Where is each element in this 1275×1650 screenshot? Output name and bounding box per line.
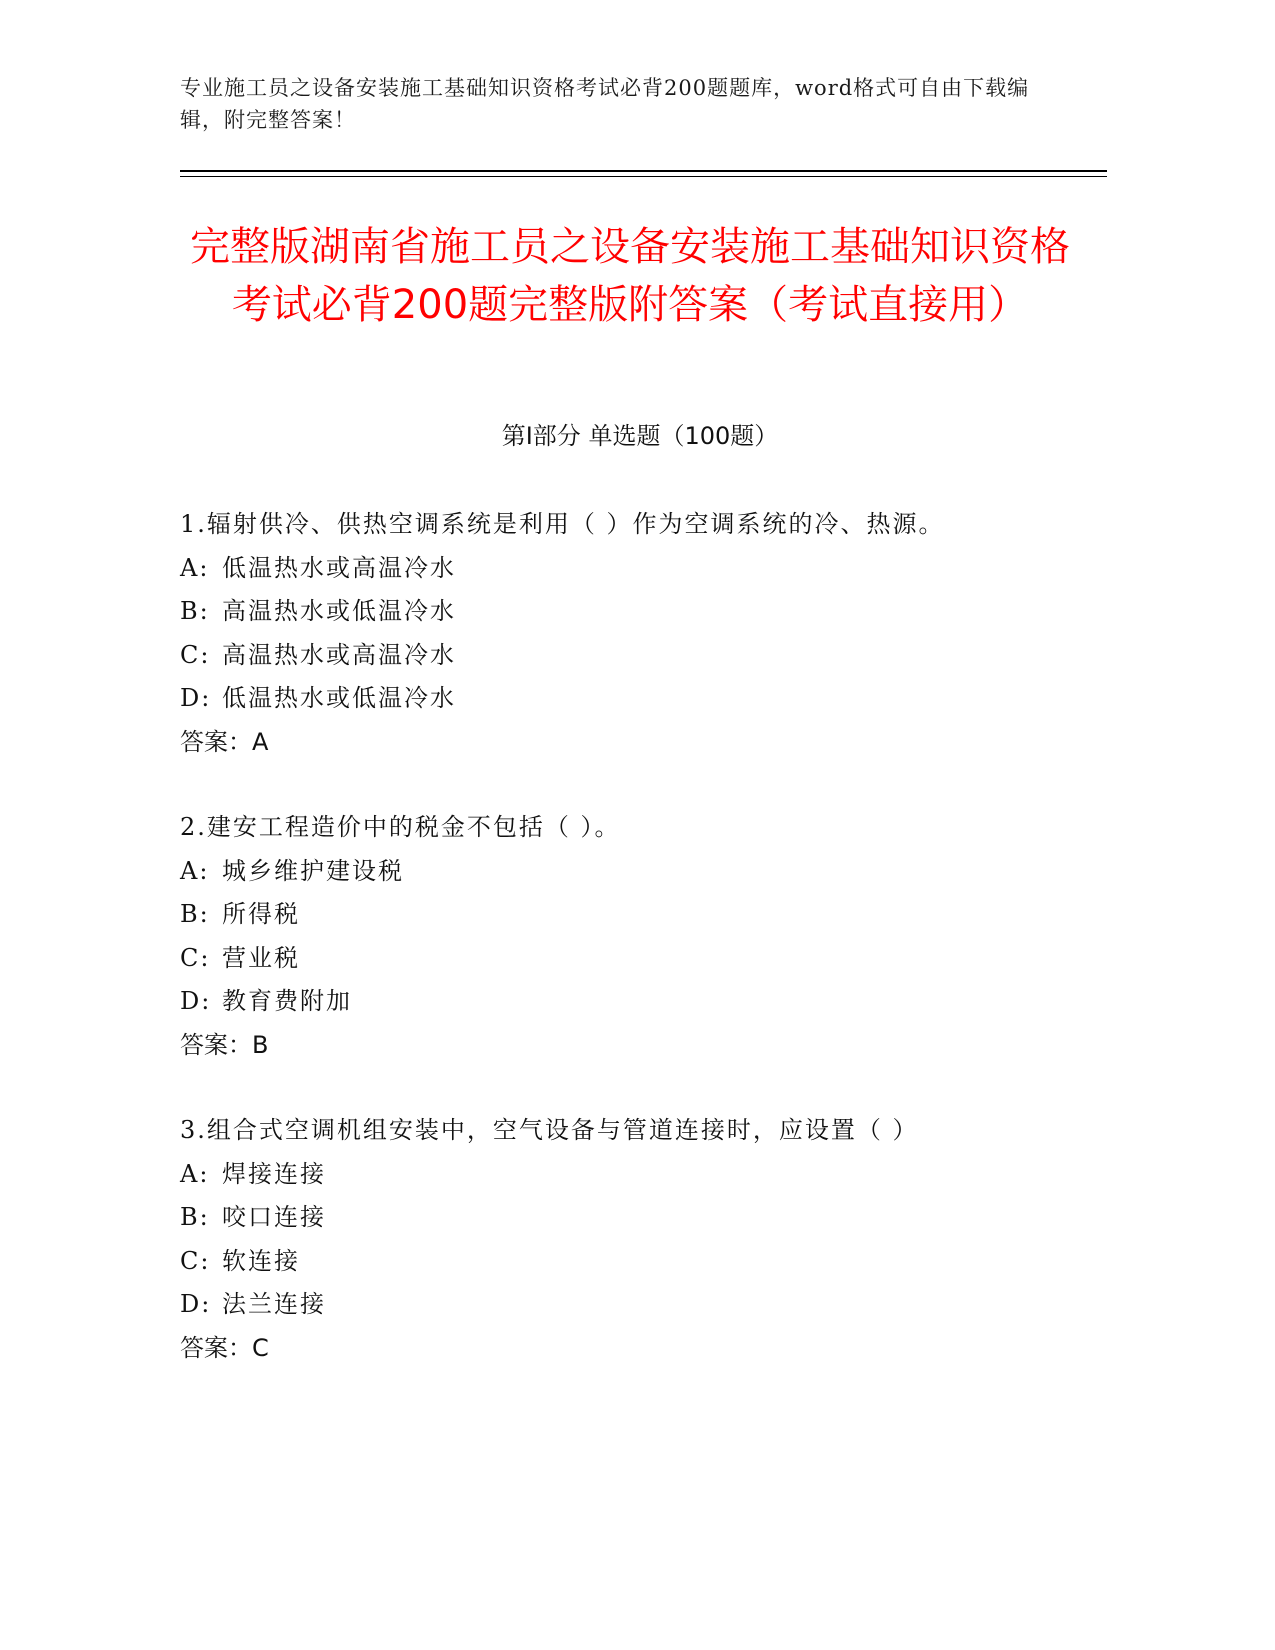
document-title: 完整版湖南省施工员之设备安装施工基础知识资格考试必背200题完整版附答案（考试直接用） [190, 224, 1070, 328]
option-letter: A: [180, 553, 210, 582]
answer-prefix: 答案： [180, 1333, 252, 1362]
option-text: 高温热水或低温冷水 [222, 597, 456, 625]
option-letter: D: [180, 1290, 212, 1318]
option-text: 低温热水或高温冷水 [222, 553, 456, 582]
answer-prefix: 答案： [180, 727, 252, 756]
option-letter: C: [180, 640, 211, 669]
option-text: 营业税 [222, 943, 300, 972]
option-a [180, 1153, 1100, 1197]
option-letter: C: [180, 943, 211, 972]
option-a [180, 547, 1100, 591]
answer-line [180, 1327, 1100, 1371]
header-rule-thick [180, 170, 1107, 172]
question-stem: 2.建安工程造价中的税金不包括（ ）。 [180, 813, 621, 841]
answer-value: B [252, 1030, 269, 1059]
option-text: 所得税 [222, 900, 300, 928]
option-text: 城乡维护建设税 [222, 856, 404, 885]
option-b [180, 1196, 1100, 1240]
question-2 [180, 806, 1100, 1067]
option-c [180, 937, 1100, 981]
answer-value: A [252, 727, 269, 756]
answer-prefix: 答案： [180, 1030, 252, 1059]
option-b [180, 590, 1100, 634]
option-letter: B: [180, 597, 210, 625]
option-letter: A: [180, 1159, 210, 1188]
option-letter: C: [180, 1246, 211, 1275]
answer-line [180, 721, 1100, 765]
option-letter: B: [180, 1203, 210, 1231]
option-text: 咬口连接 [222, 1203, 326, 1231]
question-3 [180, 1109, 1100, 1370]
option-letter: D: [180, 684, 212, 712]
question-stem: 3.组合式空调机组安装中，空气设备与管道连接时，应设置（ ） [180, 1116, 919, 1144]
option-c [180, 634, 1100, 678]
option-text: 焊接连接 [222, 1159, 326, 1188]
option-text: 软连接 [222, 1246, 300, 1275]
header-note: 专业施工员之设备安装施工基础知识资格考试必背200题题库，word格式可自由下载编辑，附完整答案！ [180, 76, 1030, 132]
option-d [180, 677, 1100, 721]
answer-value: C [252, 1333, 269, 1362]
option-letter: B: [180, 900, 210, 928]
option-text: 低温热水或低温冷水 [222, 684, 456, 712]
option-c [180, 1240, 1100, 1284]
option-b [180, 893, 1100, 937]
option-letter: A: [180, 856, 210, 885]
option-d [180, 1283, 1100, 1327]
option-d [180, 980, 1100, 1024]
question-1 [180, 503, 1100, 764]
option-a [180, 850, 1100, 894]
question-list [180, 503, 1100, 1412]
section-heading: 第I部分 单选题（100题） [501, 422, 779, 450]
answer-line [180, 1024, 1100, 1068]
header-rule-thin [180, 176, 1107, 177]
option-letter: D: [180, 987, 212, 1015]
option-text: 法兰连接 [222, 1290, 326, 1318]
option-text: 高温热水或高温冷水 [222, 640, 456, 669]
question-stem: 1.辐射供冷、供热空调系统是利用（ ）作为空调系统的冷、热源。 [180, 510, 945, 538]
option-text: 教育费附加 [222, 987, 352, 1015]
